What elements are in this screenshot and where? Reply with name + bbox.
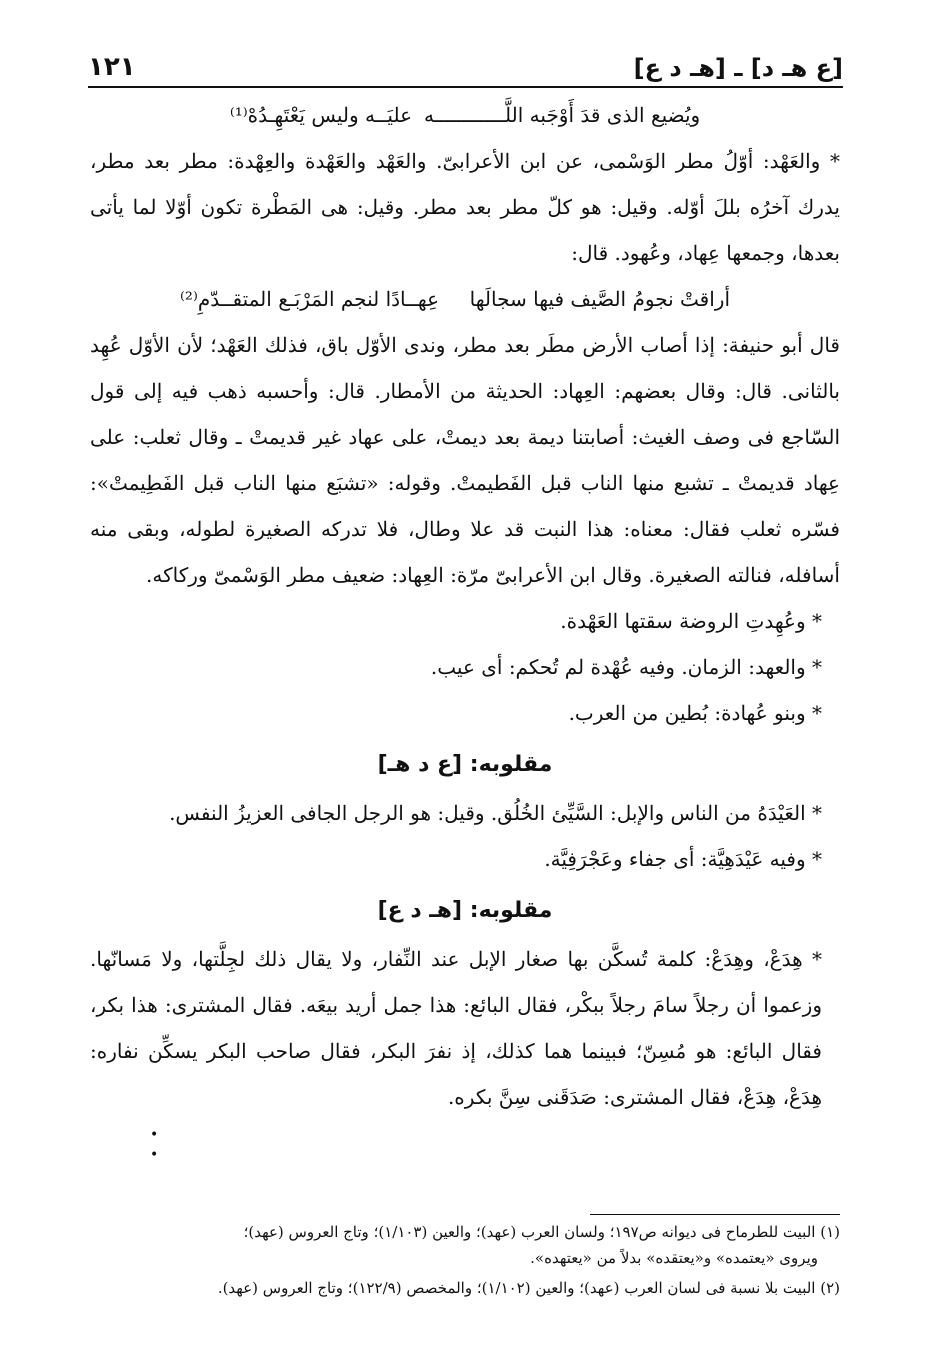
verse-2-hemistich-2: عِهــادًا لنجم المَرْبَـع المتقــدّمِ⁽²⁾ — [180, 287, 439, 311]
abu-hanifa-paragraph: قال أبو حنيفة: إذا أصاب الأرض مطَر بعد مطر، وندى الأوّل باق، فذلك العَهْد؛ لأن الأوّل عُهِد بالثانى. قال: وقال بعضهم: العِهاد: الحديثة من الأمطار. قال: وأحسبه ذهب فيه إلى قول السّاجع فى وصف الغيث: أصابتنا ديمة بعد ديمتْ، على عهاد غير قديمتْ ـ وقال ثعلب: على عِهاد قديمتْ ـ تشبع منها الناب قبل الفَطيمتْ. وقوله: «تشبَع منها الناب قبل الفَطِيمتْ»: فسّره ثعلب فقال: معناه: هذا النبت قد علا وطال، فلا تدركه الصغيرة لطوله، وبقى منه أسافله، فنالته الصغيرة. وقال ابن الأعرابىّ مرّة: العِهاد: ضعيف مطر الوَسْمىّ وركاكه. — [90, 333, 840, 587]
section-heading-ayn-dal-ha: مقلوبه: [ع د هـ] — [377, 752, 553, 777]
verse-1-hemistich-1: ويُضيع الذى قدَ أَوْجَبه اللَّــــــــــــه — [424, 103, 701, 127]
entry-al-ahd-zaman: * والعهد: الزمان. وفيه عُهْدة لم تُحكم: أى عيب. — [430, 655, 822, 679]
verse-2-hemistich-1: أراقتْ نجومُ الصَّيف فيها سجالَها — [469, 287, 730, 311]
entry-al-ahd: * والعَهْد: أوّلُ مطر الوَسْمى، عن ابن الأعرابىّ. والعَهْد والعَهْدة والعِهْدة: مطر بعد مطر، يدرك آخرُه بللَ أوّله. وقيل: هو كلّ مطر بعد مطر. وقيل: هى المَطْرة تكون أوّلا لما يأتى بعدها، وجمعها عِهاد، وعُهود. قال: — [90, 149, 840, 265]
page-header — [88, 42, 843, 88]
footnote-1: (١) البيت للطرماح فى ديوانه ص١٩٧؛ ولسان العرب (عهد)؛ والعين (١/١٠٣)؛ وتاج العروس (عهد)؛ — [243, 1223, 840, 1241]
verse-2 — [90, 276, 840, 322]
page-number: ١٢١ — [88, 52, 136, 82]
entry-al-aydah: * العَيْدَهُ من الناس والإبل: السَّيِّئ الخُلُق. وقيل: هو الرجل الجافى العزيزُ النفس. — [169, 801, 822, 825]
footnote-2: (٢) البيت بلا نسبة فى لسان العرب (عهد)؛ والعين (١/١٠٢)؛ والمخصص (١٢٢/٩)؛ وتاج العروس (عهد). — [217, 1279, 840, 1297]
entry-uhidat: * وعُهِدتِ الروضة سقتها العَهْدة. — [560, 609, 822, 633]
ornament-dots: • • — [150, 1127, 159, 1163]
footnote-rule — [590, 1214, 840, 1215]
page-body — [90, 92, 840, 1120]
running-title: [ع هـ د] ـ [هـ د ع] — [633, 54, 843, 82]
entry-aydahiyya: * وفيه عَيْدَهِيَّة: أى جفاء وعَجْرَفِيَّة. — [544, 847, 822, 871]
entry-hida: * هِدَعْ، وهِدَعْ: كلمة تُسكَّن بها صغار الإبل عند النِّفار، ولا يقال ذلك لجِلَّتها، ولا مَسانّها. وزعموا أن رجلاً سامَ رجلاً ببكْر، فقال البائع: هذا جمل أريد بيعَه. فقال المشترى: هذا بكر، فقال البائع: هو مُسِنّ؛ فبينما هما كذلك، إذ نفرَ البكر، فقال صاحب البكر يسكِّن نفاره: هِدَعْ، هِدَعْ، فقال المشترى: صَدَقَنى سِنَّ بكره. — [90, 947, 822, 1109]
footnote-1-continuation: ويروى «يعتمده» و«يعتقده» بدلاً من «يعتهده». — [530, 1249, 818, 1267]
footnotes — [90, 1214, 840, 1301]
verse-1 — [90, 92, 840, 138]
verse-1-hemistich-2: عليَــه وليس يَعْتَهِـدُهْ⁽¹⁾ — [229, 103, 413, 127]
entry-banu-uhada: * وبنو عُهادة: بُطين من العرب. — [568, 701, 822, 725]
section-heading-ha-dal-ayn: مقلوبه: [هـ د ع] — [377, 898, 553, 923]
